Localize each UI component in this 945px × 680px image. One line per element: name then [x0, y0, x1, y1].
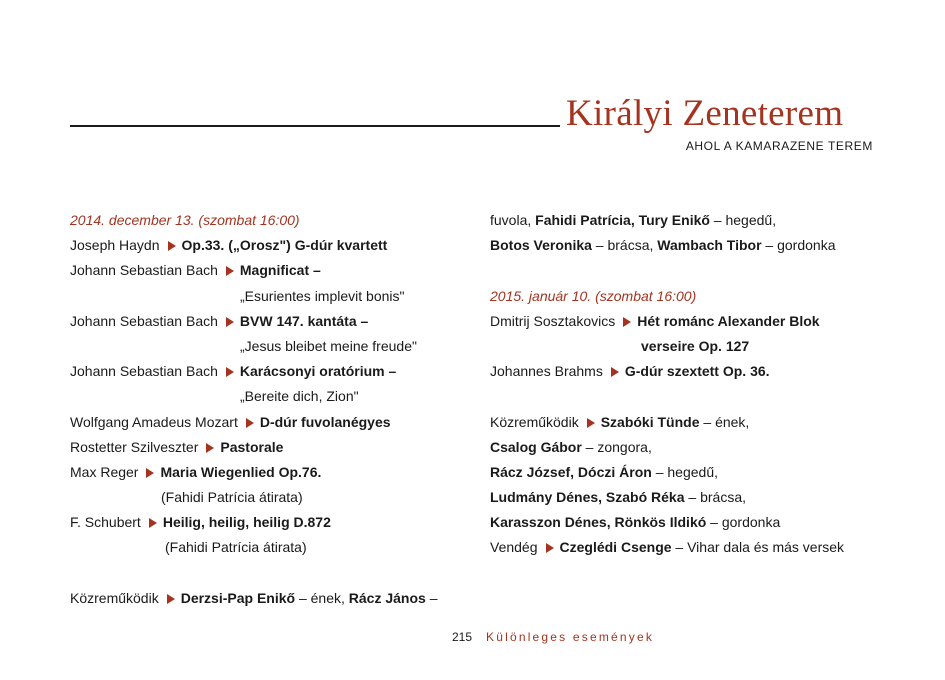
footer-section-title: Különleges események: [486, 630, 655, 644]
performers-line: [490, 435, 880, 460]
composer: Joseph Haydn: [70, 237, 160, 254]
guest-name: Czeglédi Csenge: [559, 539, 672, 556]
program-item: [70, 233, 470, 258]
arrow-right-icon: [226, 266, 234, 276]
spacer: [490, 258, 880, 283]
right-column: [490, 208, 880, 561]
work-title: Pastorale: [220, 438, 284, 455]
performer-role: – brácsa,: [591, 237, 658, 254]
program-item: [70, 309, 470, 334]
guest-label: Vendég: [490, 539, 538, 556]
performers-continued: [490, 233, 880, 258]
performer-role: – gordonka: [761, 237, 836, 254]
composer: F. Schubert: [70, 514, 141, 531]
left-column: [70, 208, 470, 611]
arrow-right-icon: [546, 543, 554, 553]
program-item-subtitle: [70, 284, 470, 309]
performers-continued: [490, 208, 880, 233]
program-item: [70, 410, 470, 435]
program-item-subtitle: [70, 384, 470, 409]
arrow-right-icon: [246, 418, 254, 428]
work-title: Magnificat –: [239, 262, 321, 279]
arrow-right-icon: [146, 468, 154, 478]
page-number: 215: [452, 630, 473, 644]
work-title: Maria Wiegenlied Op.76.: [160, 463, 322, 480]
arrow-right-icon: [226, 367, 234, 377]
page-subtitle: AHOL A KAMARAZENE TEREM: [685, 139, 873, 153]
composer: Johann Sebastian Bach: [70, 262, 218, 279]
work-title: Karácsonyi oratórium –: [239, 363, 397, 380]
program-item: [490, 309, 880, 334]
spacer: [70, 561, 470, 586]
performers-label: Közreműködik: [70, 589, 159, 606]
work-title: Heilig, heilig, heilig D.872: [162, 514, 331, 531]
composer: Max Reger: [70, 463, 139, 480]
performer-name: Ludmány Dénes, Szabó Réka: [490, 489, 685, 506]
performers-line: [490, 485, 880, 510]
performer-name: Derzsi-Pap Enikő: [180, 589, 296, 606]
performer-name: Rácz János: [348, 589, 426, 606]
performer-name: Wambach Tibor: [657, 237, 762, 254]
performer-name: Fahidi Patrícia, Tury Enikő: [535, 212, 710, 228]
program-item-subtitle: [70, 334, 470, 359]
performers-line: [490, 510, 880, 535]
work-title: G-dúr szextett Op. 36.: [624, 363, 770, 380]
composer: Wolfgang Amadeus Mozart: [70, 413, 238, 430]
composer: Johannes Brahms: [490, 363, 603, 380]
page-title: Királyi Zeneterem: [566, 93, 844, 134]
program-item-subtitle: [70, 535, 470, 560]
arrow-right-icon: [168, 241, 176, 251]
performer-name: Karasszon Dénes, Rönkös Ildikó: [490, 514, 707, 531]
program-item: [70, 510, 470, 535]
performers-line: [70, 586, 470, 611]
header-rule: [70, 125, 560, 127]
guest-line: [490, 535, 880, 560]
arrow-right-icon: [623, 317, 631, 327]
arrow-right-icon: [587, 418, 595, 428]
work-subtitle: „Jesus bleibet meine freude": [240, 337, 417, 354]
composer: Johann Sebastian Bach: [70, 312, 218, 329]
performers-line: [490, 460, 880, 485]
work-title: BVW 147. kantáta –: [239, 312, 369, 329]
event-date: 2014. december 13. (szombat 16:00): [70, 212, 300, 228]
performer-role: – ének,: [699, 413, 750, 430]
performer-name: Csalog Gábor: [490, 438, 582, 455]
program-item-subtitle: [490, 334, 880, 359]
performer-role: – zongora,: [581, 438, 652, 455]
performer-role: – gordonka: [706, 514, 781, 531]
performer-name: Rácz József, Dóczi Áron: [490, 463, 652, 480]
arrow-right-icon: [206, 443, 214, 453]
performers-line: [490, 410, 880, 435]
performer-role: – ének,: [295, 589, 349, 606]
performer-name: Szabóki Tünde: [600, 413, 700, 430]
work-title: Op.33. („Orosz") G-dúr kvartett: [181, 237, 388, 254]
arrow-right-icon: [611, 367, 619, 377]
work-subtitle: „Esurientes implevit bonis": [240, 287, 405, 304]
work-subtitle: „Bereite dich, Zion": [240, 388, 359, 405]
program-item: [490, 359, 880, 384]
arrow-right-icon: [226, 317, 234, 327]
work-title-continued: verseire Op. 127: [641, 337, 750, 354]
performer-name: Botos Veronika: [490, 237, 592, 254]
arrow-right-icon: [149, 518, 157, 528]
program-item: [70, 258, 470, 283]
performer-role: – hegedű,: [651, 463, 718, 480]
program-item-subtitle: [70, 485, 470, 510]
event-date: 2015. január 10. (szombat 16:00): [490, 287, 697, 304]
program-item: [70, 460, 470, 485]
performer-role: –: [425, 589, 438, 606]
composer: Rostetter Szilveszter: [70, 438, 199, 455]
composer: Johann Sebastian Bach: [70, 363, 218, 380]
work-title: Hét románc Alexander Blok: [637, 312, 820, 329]
work-subtitle: (Fahidi Patrícia átirata): [161, 489, 303, 506]
performer-role: – hegedű,: [709, 212, 777, 228]
guest-role: – Vihar dala és más versek: [671, 539, 845, 556]
work-title: D-dúr fuvolanégyes: [259, 413, 391, 430]
program-item: [70, 359, 470, 384]
performer-role: fuvola,: [490, 212, 536, 228]
work-subtitle: (Fahidi Patrícia átirata): [165, 539, 307, 556]
performers-label: Közreműködik: [490, 413, 579, 430]
arrow-right-icon: [167, 594, 175, 604]
performer-role: – brácsa,: [684, 489, 746, 506]
program-item: [70, 435, 470, 460]
spacer: [490, 384, 880, 409]
composer: Dmitrij Sosztakovics: [490, 312, 616, 329]
